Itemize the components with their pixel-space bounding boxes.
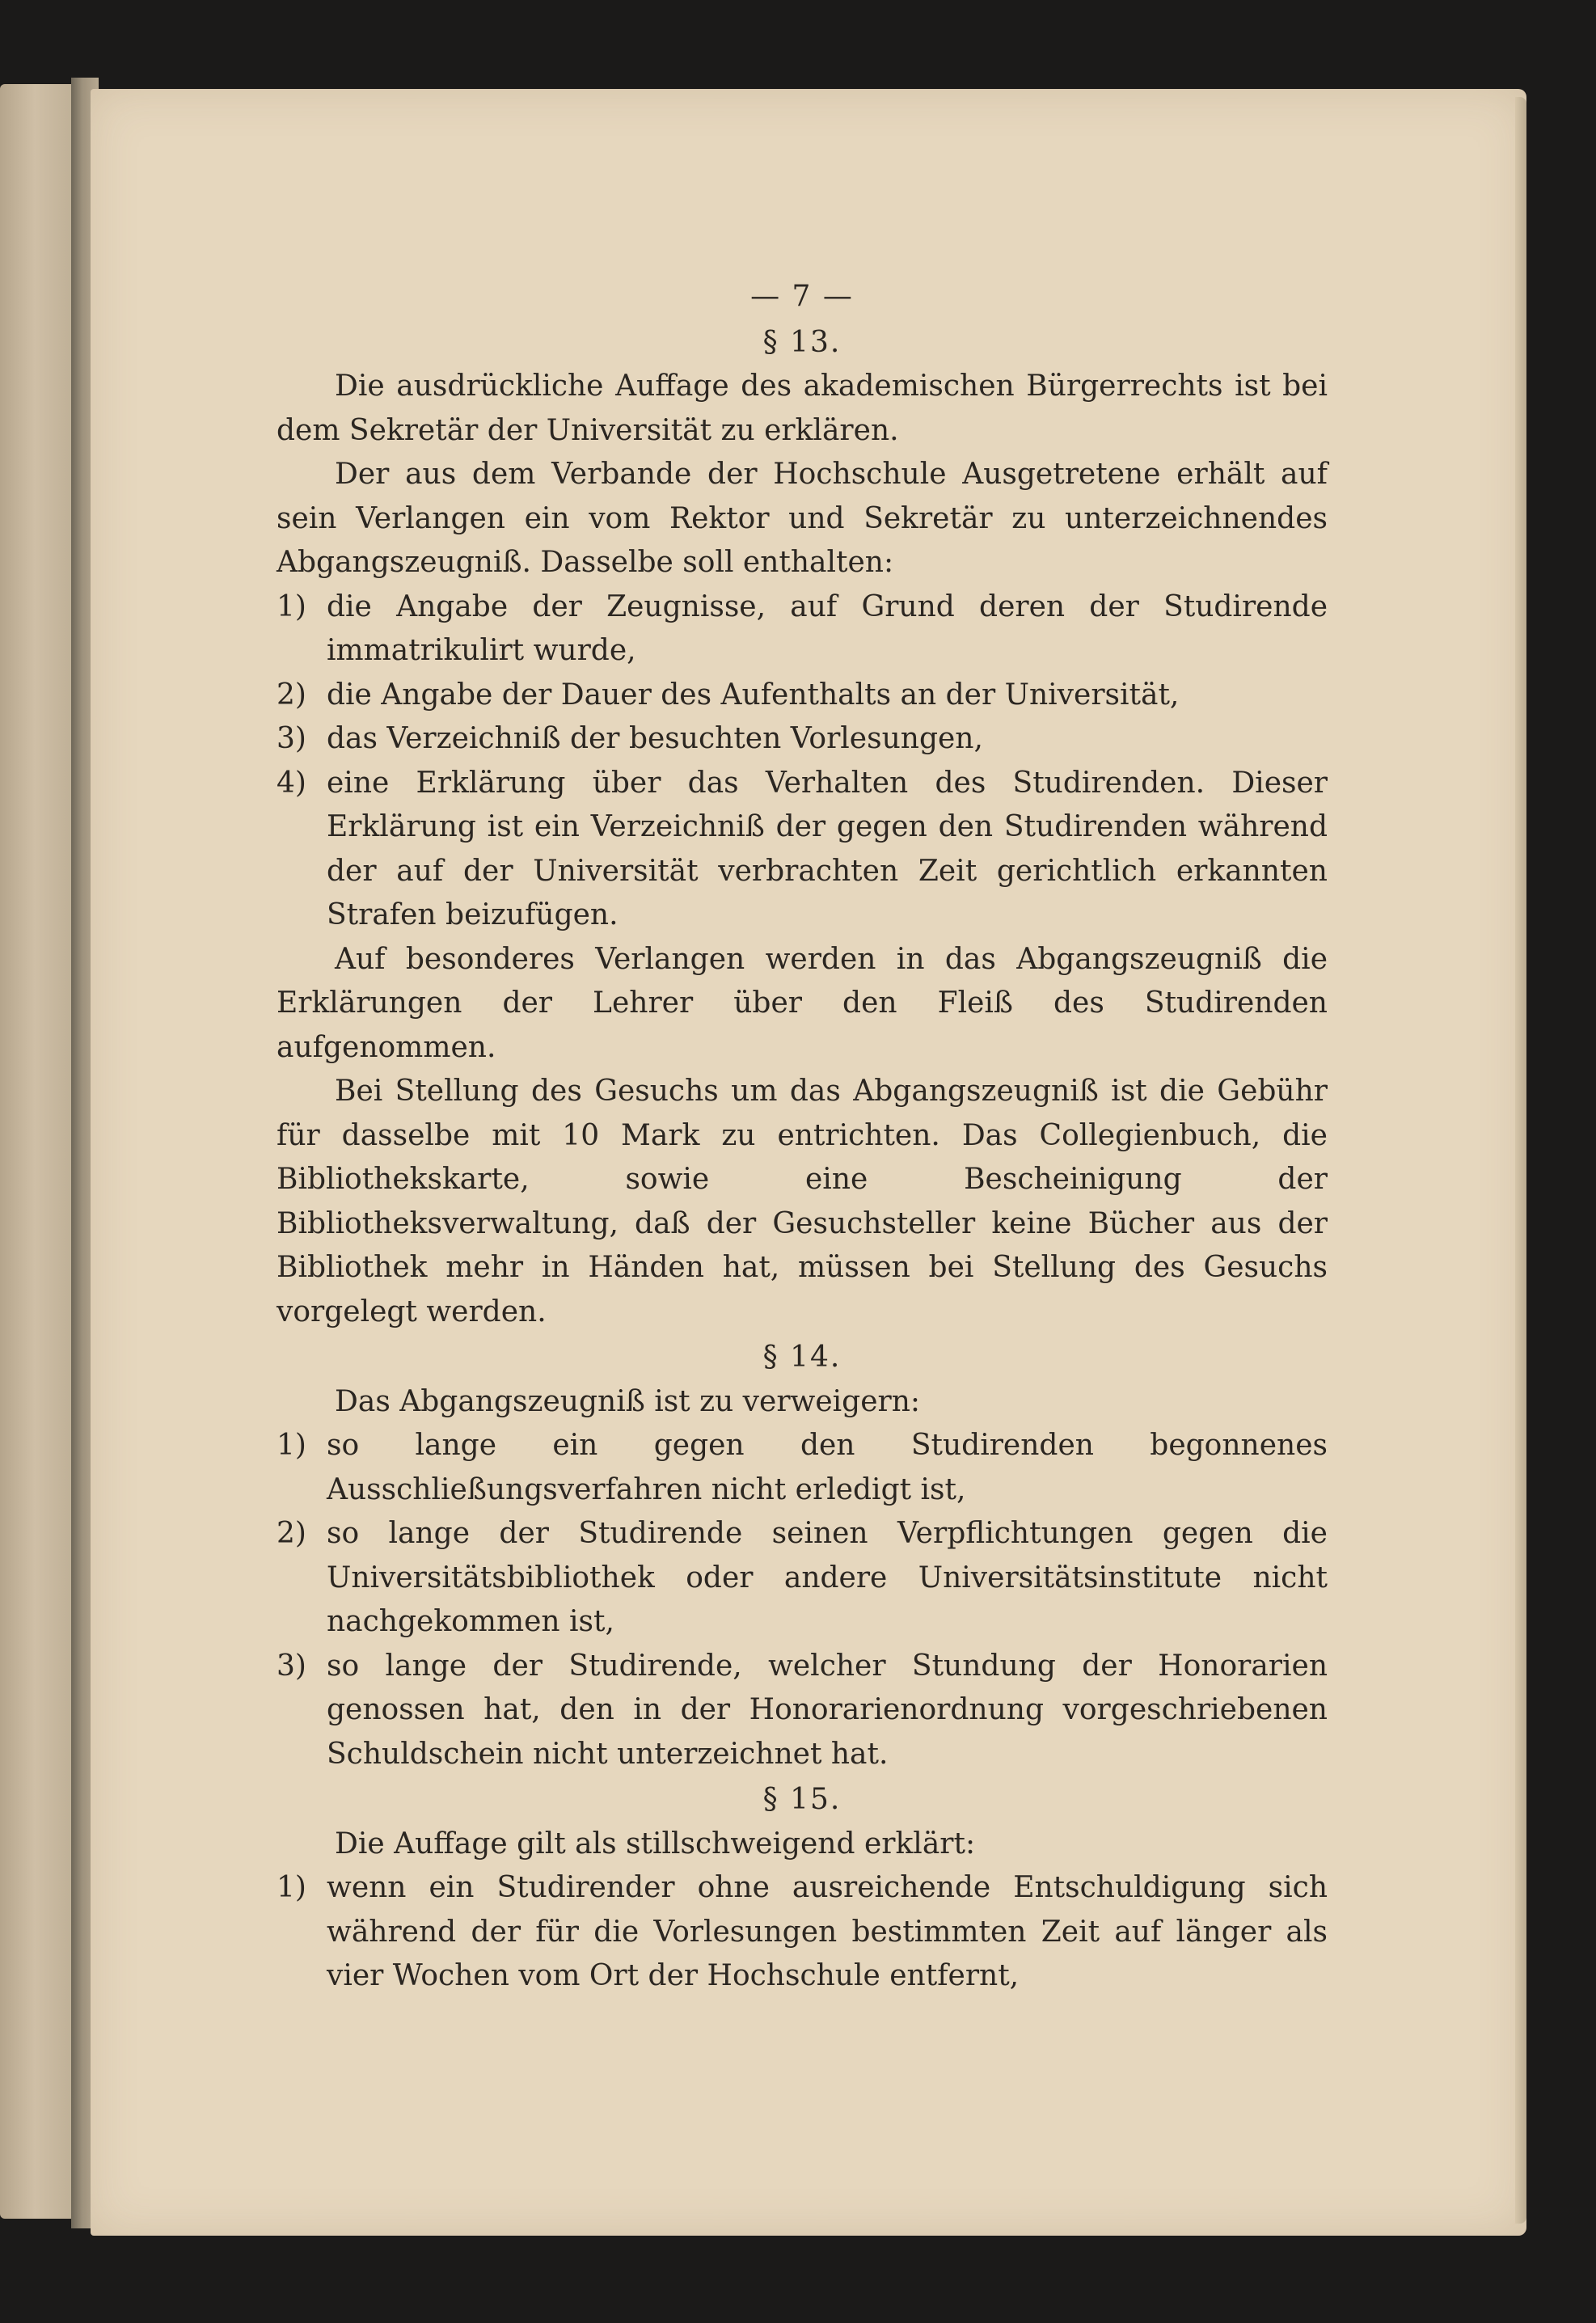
section-15-paragraph-1: Die Auffage gilt als stillschweigend erklärt: [335, 1827, 976, 1861]
facing-page-edge [0, 84, 78, 2219]
item-text: die Angabe der Dauer des Aufenthalts an der Universität, [327, 678, 1180, 712]
item-text: so lange der Studirende seinen Verpflichtungen gegen die Universitätsbibliothek oder andere Universitätsinstitute nicht nachgekommen ist, [327, 1517, 1328, 1638]
section-13-paragraph-4: Bei Stellung des Gesuchs um das Abgangszeugniß ist die Gebühr für dasselbe mit 10 Mark zu entrichten. Das Collegienbuch, die Bibliothekskarte, sowie eine Bescheinigung der Bibliotheksverwaltung, daß der Gesuchsteller keine Bücher aus der Bibliothek mehr in Händen hat, müssen bei Stellung des Gesuchs vorgelegt werden. [277, 1075, 1328, 1328]
section-14-paragraph-1: Das Abgangszeugniß ist zu verweigern: [335, 1384, 921, 1418]
section-14-item-2 [277, 1512, 1328, 1645]
item-text: eine Erklärung über das Verhalten des Studirenden. Dieser Erklärung ist ein Verzeichniß der gegen den Studirenden während der auf der Universität verbrachten Zeit gerichtlich erkannten Strafen beizufügen. [327, 766, 1328, 931]
item-number: 3) [277, 722, 306, 755]
section-13-item-3 [277, 717, 1328, 762]
section-14-item-1 [277, 1424, 1328, 1512]
item-number: 2) [277, 678, 306, 712]
section-13-paragraph-2: Der aus dem Verbande der Hochschule Ausgetretene erhält auf sein Verlangen ein vom Rektor und Sekretär zu unterzeichnendes Abgangszeugniß. Dasselbe soll enthalten: [277, 458, 1328, 579]
item-number: 1) [277, 1871, 306, 1904]
item-text: so lange der Studirende, welcher Stundung der Honorarien genossen hat, den in der Honorarienordnung vorgeschriebenen Schuldschein nicht unterzeichnet hat. [327, 1649, 1328, 1771]
page-number: — 7 — [750, 280, 854, 313]
section-15-item-1 [277, 1866, 1328, 1999]
item-number: 4) [277, 766, 306, 800]
page-text [277, 275, 1328, 1999]
section-13-paragraph-3: Auf besonderes Verlangen werden in das Abgangszeugniß die Erklärungen der Lehrer über den Fleiß des Studirenden aufgenommen. [277, 942, 1328, 1064]
item-text: das Verzeichniß der besuchten Vorlesungen, [327, 722, 983, 755]
section-13-item-2 [277, 674, 1328, 718]
item-number: 2) [277, 1517, 306, 1550]
section-13-item-1 [277, 585, 1328, 674]
item-text: so lange ein gegen den Studirenden begonnenes Ausschließungsverfahren nicht erledigt ist, [327, 1429, 1328, 1506]
item-number: 1) [277, 589, 306, 623]
section-15-heading: § 15. [762, 1783, 842, 1816]
page-right-edge [1515, 97, 1526, 2224]
section-13-heading: § 13. [762, 325, 842, 359]
item-text: die Angabe der Zeugnisse, auf Grund deren der Studirende immatrikulirt wurde, [327, 589, 1328, 667]
section-13-paragraph-1: Die ausdrückliche Auffage des akademischen Bürgerrechts ist bei dem Sekretär der Universität zu erklären. [277, 370, 1328, 447]
section-14-item-3 [277, 1645, 1328, 1777]
section-14-heading: § 14. [762, 1341, 842, 1374]
section-13-item-4 [277, 762, 1328, 938]
item-text: wenn ein Studirender ohne ausreichende Entschuldigung sich während der für die Vorlesungen bestimmten Zeit auf länger als vier Wochen vom Ort der Hochschule entfernt, [327, 1871, 1328, 1992]
item-number: 3) [277, 1649, 306, 1683]
item-number: 1) [277, 1429, 306, 1462]
